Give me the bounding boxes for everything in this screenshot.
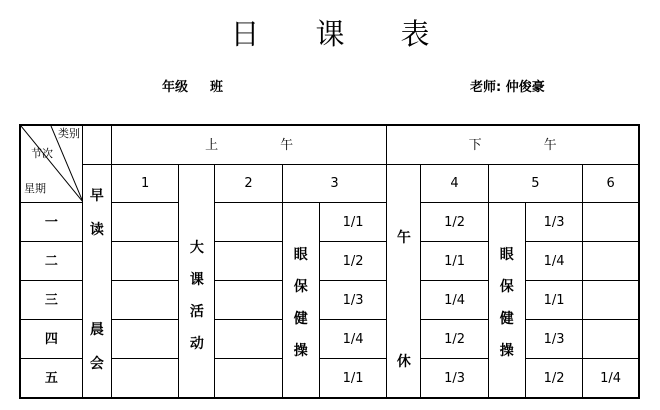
cell-p5: 1/3 (525, 203, 582, 242)
day-label: 一 (20, 203, 82, 242)
day-row-thu (20, 320, 639, 359)
cell-p3: 1/3 (319, 281, 386, 320)
vertical-char: 会 (89, 356, 104, 372)
cell-p4: 1/2 (421, 320, 488, 359)
cell-p4: 1/2 (421, 203, 488, 242)
timetable (19, 124, 640, 399)
title-char-2: 课 (315, 17, 345, 51)
day-label: 四 (20, 320, 82, 359)
cell-p6: 1/4 (583, 359, 639, 399)
cell-p5: 1/4 (525, 242, 582, 281)
cell-p4: 1/3 (421, 359, 488, 399)
class-label: 班 (210, 80, 224, 95)
cell-p6 (583, 203, 639, 242)
early-read-meeting-cell (82, 165, 111, 399)
vertical-char: 眼 (293, 247, 308, 263)
day-row-tue (20, 242, 639, 281)
vertical-char: 眼 (499, 247, 514, 263)
morning-char-1: 上 (205, 137, 219, 153)
morning-char-2: 午 (280, 137, 294, 153)
teacher-name: 仲俊豪 (505, 80, 545, 95)
vertical-char: 午 (396, 230, 411, 246)
header-diagonal-cell (20, 125, 82, 203)
day-label: 三 (20, 281, 82, 320)
cell-p2 (215, 320, 282, 359)
eye-exercise-pm-cell (488, 203, 525, 399)
cell-p1 (111, 320, 178, 359)
afternoon-char-1: 下 (468, 137, 482, 153)
cell-p2 (215, 281, 282, 320)
vertical-char: 活 (189, 304, 204, 320)
noon-break-cell (387, 165, 421, 399)
grade-label: 年级 (162, 80, 189, 95)
vertical-char: 健 (499, 311, 514, 327)
cell-p2 (215, 359, 282, 399)
teacher-label (470, 76, 545, 95)
vertical-char: 操 (499, 343, 514, 359)
big-break-cell (179, 165, 215, 399)
day-row-fri (20, 359, 639, 399)
vertical-char: 休 (396, 354, 411, 370)
vertical-char: 健 (293, 311, 308, 327)
morning-header (111, 125, 386, 165)
cell-p6 (583, 281, 639, 320)
cell-p4: 1/1 (421, 242, 488, 281)
period-3-header: 3 (282, 165, 387, 203)
vertical-char: 保 (293, 279, 308, 295)
vertical-char: 课 (189, 272, 204, 288)
weekday-label: 星期 (24, 182, 46, 195)
period-1-header: 1 (111, 165, 178, 203)
period-2-header: 2 (215, 165, 282, 203)
cell-p5: 1/3 (525, 320, 582, 359)
period-4-header: 4 (421, 165, 488, 203)
cell-p5: 1/1 (525, 281, 582, 320)
afternoon-char-2: 午 (543, 137, 557, 153)
vertical-char: 早 (89, 188, 104, 204)
cell-p1 (111, 359, 178, 399)
cell-p5: 1/2 (525, 359, 582, 399)
cell-p3: 1/1 (319, 203, 386, 242)
vertical-char: 保 (499, 279, 514, 295)
vertical-char: 大 (189, 240, 204, 256)
cell-p3: 1/2 (319, 242, 386, 281)
eye-exercise-am-cell (282, 203, 319, 399)
cell-p6 (583, 242, 639, 281)
page-title (0, 12, 660, 53)
day-row-mon (20, 203, 639, 242)
afternoon-header (387, 125, 639, 165)
cell-p6 (583, 320, 639, 359)
day-row-wed (20, 281, 639, 320)
vertical-char: 读 (89, 222, 104, 239)
title-char-3: 表 (400, 17, 430, 51)
vertical-char: 动 (189, 336, 204, 352)
cell-p1 (111, 281, 178, 320)
blank-header-cell (82, 125, 111, 165)
cell-p1 (111, 242, 178, 281)
cell-p3: 1/1 (319, 359, 386, 399)
teacher-label-text: 老师: (470, 80, 502, 95)
vertical-char: 操 (293, 343, 308, 359)
cell-p4: 1/4 (421, 281, 488, 320)
cell-p1 (111, 203, 178, 242)
day-label: 二 (20, 242, 82, 281)
vertical-char: 晨 (89, 321, 104, 338)
day-label: 五 (20, 359, 82, 399)
grade-class-label (162, 76, 223, 95)
cell-p2 (215, 203, 282, 242)
category-label: 类别 (58, 127, 80, 140)
period-5-header: 5 (488, 165, 582, 203)
cell-p3: 1/4 (319, 320, 386, 359)
section-label: 节次 (31, 147, 53, 160)
cell-p2 (215, 242, 282, 281)
period-6-header: 6 (583, 165, 639, 203)
title-char-1: 日 (230, 17, 260, 51)
